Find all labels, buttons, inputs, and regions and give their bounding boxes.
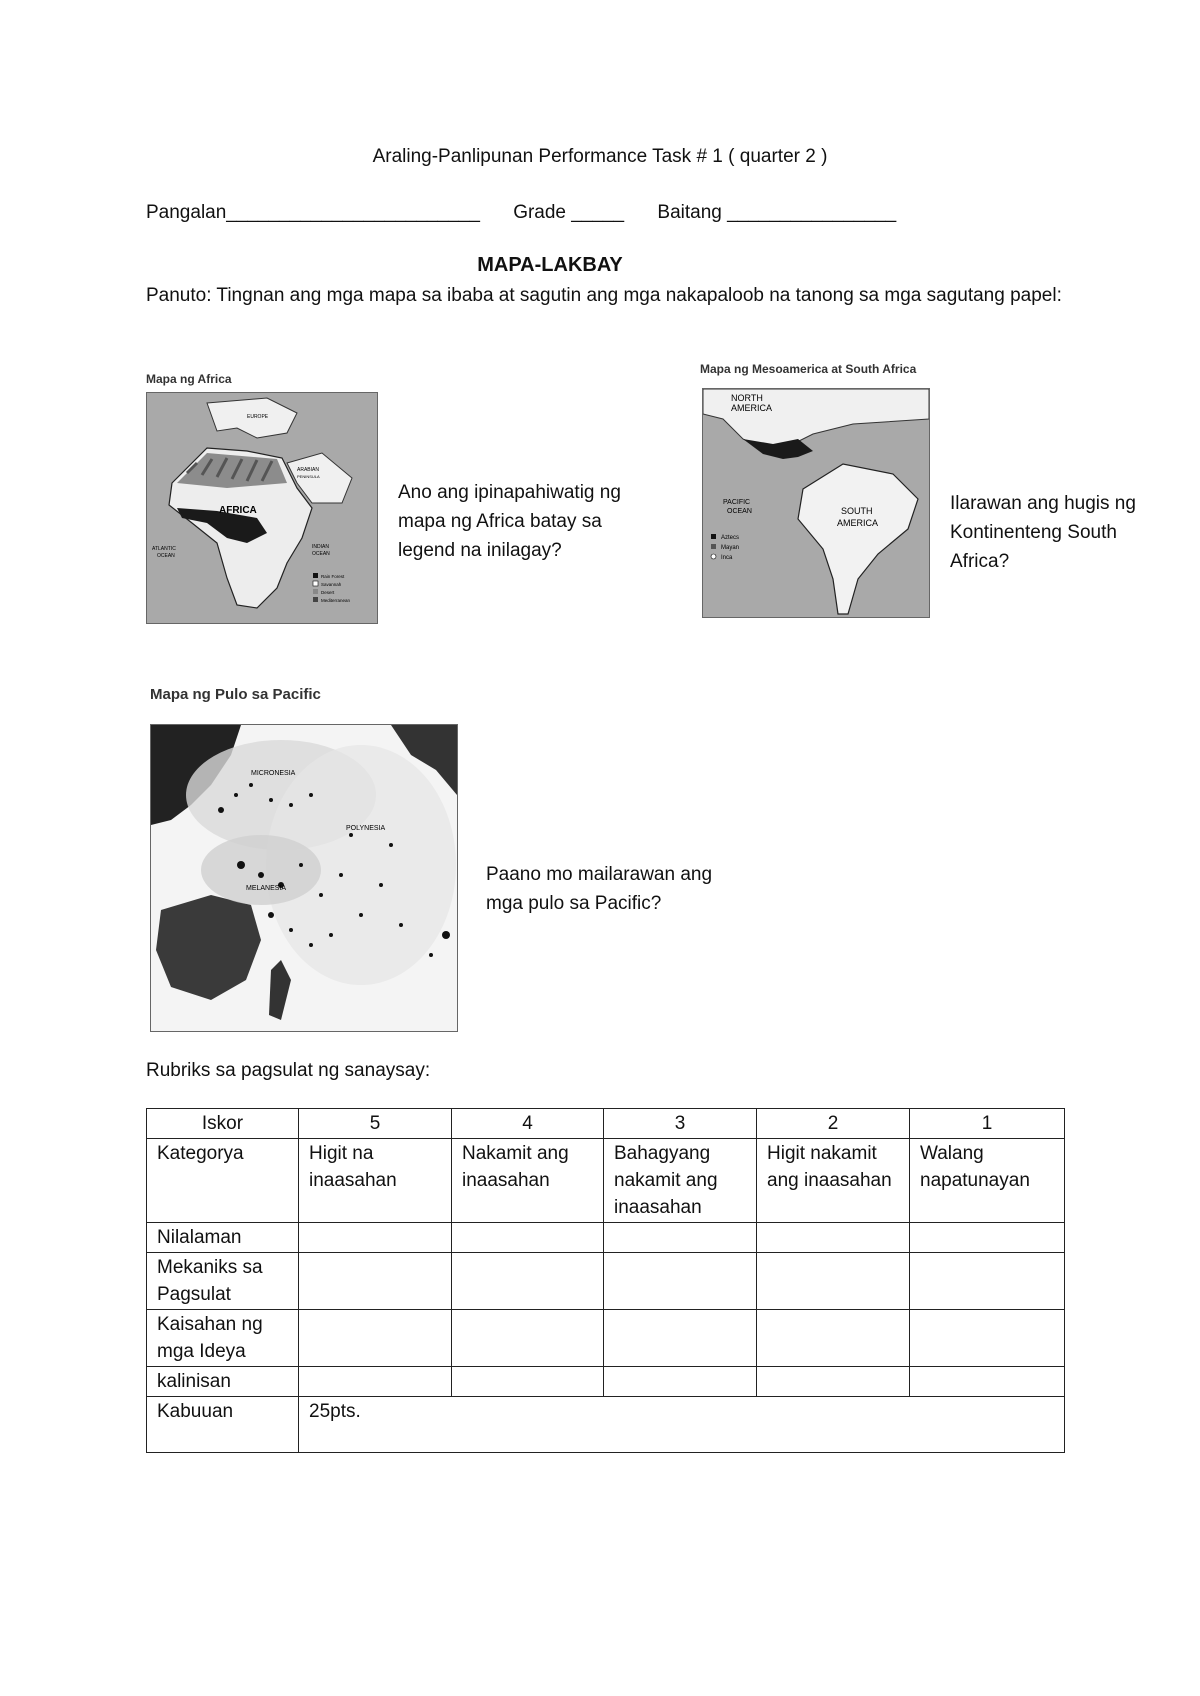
rubric-criterion: Kaisahan ng mga Ideya bbox=[147, 1310, 299, 1367]
legend-swatch bbox=[711, 534, 716, 539]
europe-label: EUROPE bbox=[247, 414, 269, 420]
rubric-header-cell: 3 bbox=[604, 1109, 757, 1139]
indian-ocean-label: OCEAN bbox=[312, 551, 330, 557]
legend-item: Rain Forest bbox=[321, 574, 345, 579]
indian-label: INDIAN bbox=[312, 544, 329, 550]
rubric-score-cell[interactable] bbox=[757, 1253, 910, 1310]
atlantic-label: ATLANTIC bbox=[152, 546, 176, 552]
rubric-total-label: Kabuuan bbox=[147, 1397, 299, 1453]
rubric-score-cell[interactable] bbox=[604, 1253, 757, 1310]
rubric-cell: Nakamit ang inaasahan bbox=[452, 1139, 604, 1223]
melanesia-label: MELANESIA bbox=[246, 885, 287, 892]
north-america-label: AMERICA bbox=[731, 403, 773, 413]
legend-swatch bbox=[711, 544, 716, 549]
rubric-cell: Higit na inaasahan bbox=[299, 1139, 452, 1223]
instructions: Panuto: Tingnan ang mga mapa sa ibaba at sagutin ang mga nakapaloob na tanong sa mga sagutang papel: bbox=[146, 285, 1062, 306]
rubric-score-cell[interactable] bbox=[299, 1310, 452, 1367]
legend-swatch bbox=[313, 581, 318, 586]
south-america-label: AMERICA bbox=[837, 518, 879, 528]
rubric-cell: Kategorya bbox=[147, 1139, 299, 1223]
legend-swatch bbox=[313, 589, 318, 594]
rubric-score-cell[interactable] bbox=[299, 1367, 452, 1397]
rubric-score-cell[interactable] bbox=[452, 1367, 604, 1397]
grade-field[interactable]: Grade _____ bbox=[513, 202, 625, 223]
legend-item: Inca bbox=[721, 555, 733, 561]
legend-item: Desert bbox=[321, 590, 335, 595]
legend-swatch bbox=[313, 573, 318, 578]
rubric-criterion-row bbox=[147, 1223, 1065, 1253]
rubric-total-row bbox=[147, 1397, 1065, 1453]
rubric-criterion: Mekaniks sa Pagsulat bbox=[147, 1253, 299, 1310]
pacific-label: PACIFIC bbox=[723, 499, 751, 506]
rubric-criterion-row bbox=[147, 1253, 1065, 1310]
rubric-criterion: Nilalaman bbox=[147, 1223, 299, 1253]
peninsula-label: PENINSULA bbox=[297, 474, 320, 479]
rubric-cell: Bahagyang nakamit ang inaasahan bbox=[604, 1139, 757, 1223]
legend-swatch bbox=[711, 554, 716, 559]
pacific-map-caption: Mapa ng Pulo sa Pacific bbox=[150, 686, 321, 703]
mesoamerica-map-caption: Mapa ng Mesoamerica at South Africa bbox=[700, 362, 917, 376]
rubric-score-cell[interactable] bbox=[299, 1253, 452, 1310]
rubric-total-value: 25pts. bbox=[299, 1397, 1065, 1453]
rubric-score-cell[interactable] bbox=[757, 1310, 910, 1367]
south-america-question: Ilarawan ang hugis ng Kontinenteng South Africa? bbox=[950, 493, 1136, 572]
rubric-header-cell: 4 bbox=[452, 1109, 604, 1139]
rubric-table bbox=[146, 1108, 1065, 1453]
rubric-header-row bbox=[147, 1109, 1065, 1139]
atlantic-ocean-label: OCEAN bbox=[157, 553, 175, 559]
africa-label: AFRICA bbox=[219, 505, 257, 516]
rubric-category-row bbox=[147, 1139, 1065, 1223]
africa-map-image bbox=[146, 392, 378, 624]
rubric-score-cell[interactable] bbox=[910, 1367, 1065, 1397]
rubric-score-cell[interactable] bbox=[910, 1310, 1065, 1367]
rubric-header-cell: Iskor bbox=[147, 1109, 299, 1139]
rubric-score-cell[interactable] bbox=[452, 1253, 604, 1310]
rubric-score-cell[interactable] bbox=[604, 1310, 757, 1367]
arabian-label: ARABIAN bbox=[297, 467, 319, 473]
south-label: SOUTH bbox=[841, 506, 873, 516]
pacific-ocean-label: OCEAN bbox=[727, 508, 752, 515]
worksheet-title: Araling-Panlipunan Performance Task # 1 ( quarter 2 ) bbox=[372, 146, 828, 167]
rubric-score-cell[interactable] bbox=[757, 1223, 910, 1253]
rubric-cell: Walang napatunayan bbox=[910, 1139, 1065, 1223]
rubric-label: Rubriks sa pagsulat ng sanaysay: bbox=[146, 1060, 431, 1081]
legend-swatch bbox=[313, 597, 318, 602]
rubric-header-cell: 1 bbox=[910, 1109, 1065, 1139]
rubric-score-cell[interactable] bbox=[452, 1310, 604, 1367]
rubric-score-cell[interactable] bbox=[604, 1367, 757, 1397]
rubric-score-cell[interactable] bbox=[604, 1223, 757, 1253]
micronesia-label: MICRONESIA bbox=[251, 770, 296, 777]
rubric-header-cell: 2 bbox=[757, 1109, 910, 1139]
rubric-score-cell[interactable] bbox=[910, 1223, 1065, 1253]
name-field[interactable]: Pangalan________________________ bbox=[146, 202, 480, 223]
student-info-fields bbox=[146, 202, 924, 224]
africa-question: Ano ang ipinapahiwatig ng mapa ng Africa batay sa legend na inilagay? bbox=[398, 482, 621, 561]
rubric-score-cell[interactable] bbox=[452, 1223, 604, 1253]
legend-item: Mayan bbox=[721, 545, 740, 551]
rubric-score-cell[interactable] bbox=[757, 1367, 910, 1397]
legend-item: Savannah bbox=[321, 582, 342, 587]
africa-map-caption: Mapa ng Africa bbox=[146, 372, 232, 386]
pacific-map-image bbox=[150, 724, 458, 1032]
polynesia-label: POLYNESIA bbox=[346, 825, 386, 832]
rubric-cell: Higit nakamit ang inaasahan bbox=[757, 1139, 910, 1223]
rubric-criterion: kalinisan bbox=[147, 1367, 299, 1397]
north-label: NORTH bbox=[731, 393, 763, 403]
rubric-header-cell: 5 bbox=[299, 1109, 452, 1139]
legend-item: Mediterranean bbox=[321, 598, 351, 603]
rubric-score-cell[interactable] bbox=[299, 1223, 452, 1253]
rubric-criterion-row bbox=[147, 1310, 1065, 1367]
activity-heading: MAPA-LAKBAY bbox=[477, 254, 623, 276]
section-field[interactable]: Baitang ________________ bbox=[657, 202, 897, 223]
legend-item: Aztecs bbox=[721, 535, 740, 541]
rubric-score-cell[interactable] bbox=[910, 1253, 1065, 1310]
mesoamerica-map-image bbox=[702, 388, 930, 618]
rubric-criterion-row bbox=[147, 1367, 1065, 1397]
pacific-question: Paano mo mailarawan ang mga pulo sa Pacific? bbox=[486, 864, 713, 914]
